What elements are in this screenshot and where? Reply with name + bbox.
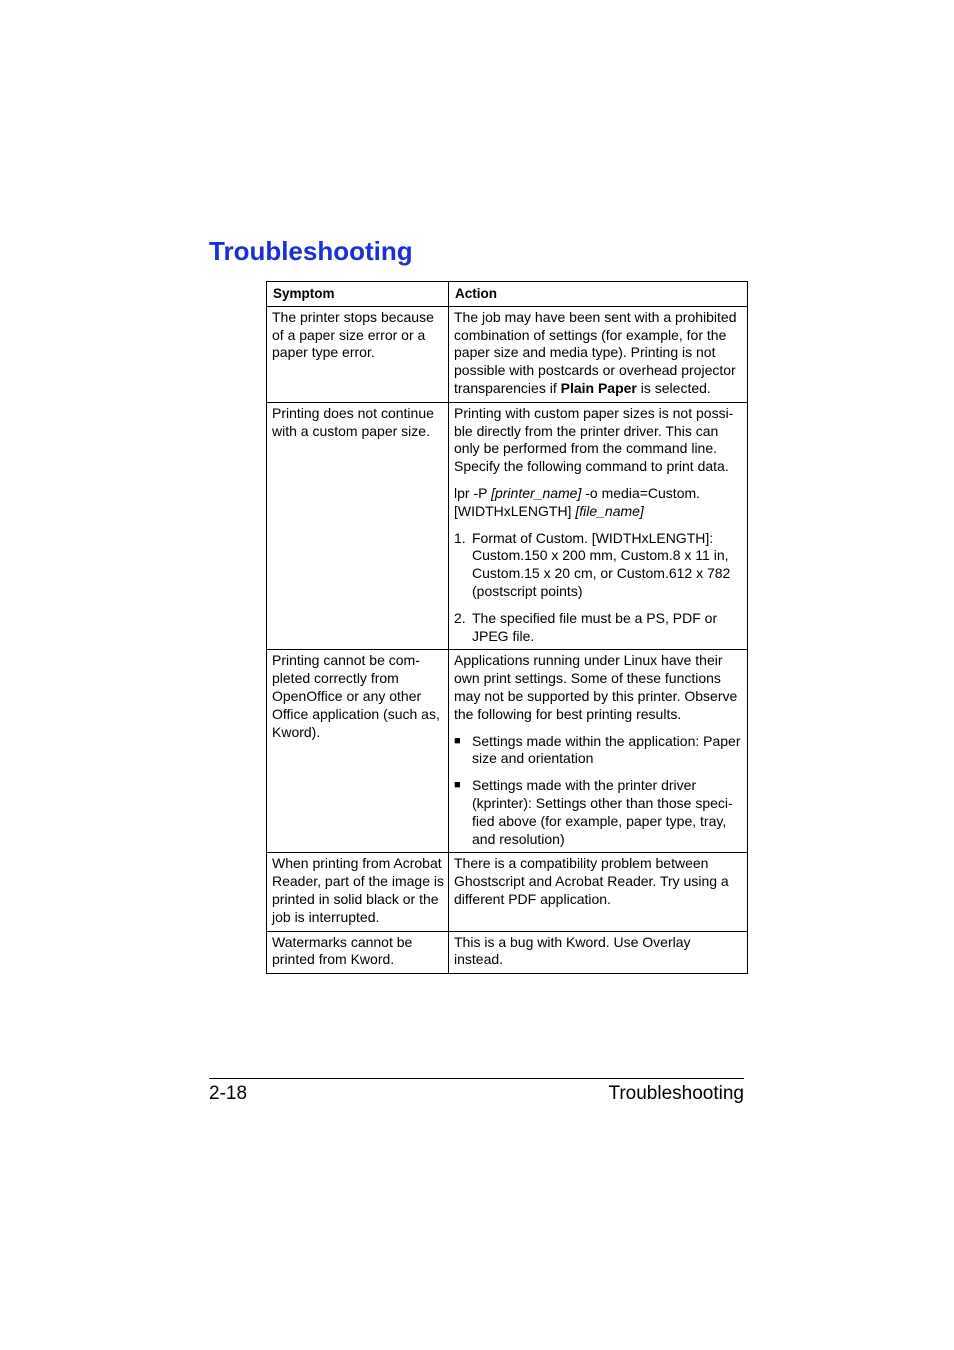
bullet-item — [454, 733, 743, 769]
symptom-text: Printing does not continue with a custom paper size. — [272, 404, 434, 439]
page-title: Troubleshooting — [209, 236, 413, 266]
note-text: Format of Custom. [WIDTHxLENGTH]: Custom.150 x 200 mm, Custom.8 x 11 in, Custom.15 x 20 cm, or Custom.612 x 782 (postscript points) — [472, 529, 731, 599]
table-row — [267, 650, 748, 853]
header-symptom: Symptom — [267, 282, 449, 307]
note-number: 2. — [454, 609, 466, 626]
square-bullet-icon: ■ — [454, 779, 461, 792]
bullet-text: Settings made with the printer driver (kprinter): Settings other than those speci-fied above (for example, paper type, tray, and resolution) — [472, 777, 733, 847]
action-cell — [449, 853, 748, 931]
footer-divider — [209, 1078, 744, 1079]
action-cell — [449, 402, 748, 650]
action-text: Printing with custom paper sizes is not possi-ble directly from the printer driver. This can only be performed from the command line. Specify the following command to print data. — [454, 404, 734, 475]
command-part: lpr -P — [454, 484, 492, 501]
symptom-cell — [267, 853, 449, 931]
bullet-text: Settings made within the application: Paper size and orientation — [472, 732, 741, 767]
action-cell — [449, 650, 748, 853]
action-text — [454, 309, 743, 398]
note-number: 1. — [454, 529, 466, 546]
command-file-name: [file_name] — [575, 502, 644, 519]
header-action: Action — [449, 282, 748, 307]
symptom-text: Watermarks cannot be printed from Kword. — [272, 933, 413, 968]
command-part: -o media=Custom.[WIDTHxLENGTH] — [454, 484, 701, 519]
symptom-text: When printing from Acrobat Reader, part of the image is printed in solid black or the job is interrupted. — [272, 855, 444, 925]
symptom-cell — [267, 650, 449, 853]
table-row — [267, 402, 748, 650]
action-text: This is a bug with Kword. Use Overlay instead. — [454, 933, 691, 968]
symptom-cell — [267, 402, 449, 650]
action-cell — [449, 306, 748, 402]
table-row — [267, 853, 748, 931]
action-cell — [449, 931, 748, 974]
action-text-part: The job may have been sent with a prohibited combination of settings (for example, for the paper size and media type). Printing is not possible with postcards or overhead projector transparencies if — [454, 308, 737, 396]
table-row — [267, 306, 748, 402]
numbered-note — [454, 610, 743, 646]
action-text: There is a compatibility problem between Ghostscript and Acrobat Reader. Try using a different PDF application. — [454, 855, 729, 907]
symptom-text: The printer stops because of a paper size error or a paper type error. — [272, 308, 434, 361]
footer-page-number: 2-18 — [209, 1083, 248, 1104]
table-row — [267, 931, 748, 974]
note-text: The specified file must be a PS, PDF or JPEG file. — [472, 609, 718, 644]
symptom-cell — [267, 306, 449, 402]
action-text: Applications running under Linux have their own print settings. Some of these functions may not be supported by this printer. Observe the following for best printing results. — [454, 652, 738, 722]
action-bold-term: Plain Paper — [560, 379, 637, 396]
table-header-row — [267, 282, 748, 307]
square-bullet-icon: ■ — [454, 734, 461, 747]
symptom-cell — [267, 931, 449, 974]
command-printer-name: [printer_name] — [491, 484, 582, 501]
footer-section-title: Troubleshooting — [608, 1083, 744, 1104]
symptom-text: Printing cannot be com-pleted correctly from OpenOffice or any other Office application (such as, Kword). — [272, 652, 440, 740]
troubleshooting-table — [266, 281, 748, 974]
command-line — [454, 485, 743, 521]
action-text-part: is selected. — [636, 379, 711, 396]
numbered-note — [454, 530, 743, 601]
bullet-item — [454, 777, 743, 848]
